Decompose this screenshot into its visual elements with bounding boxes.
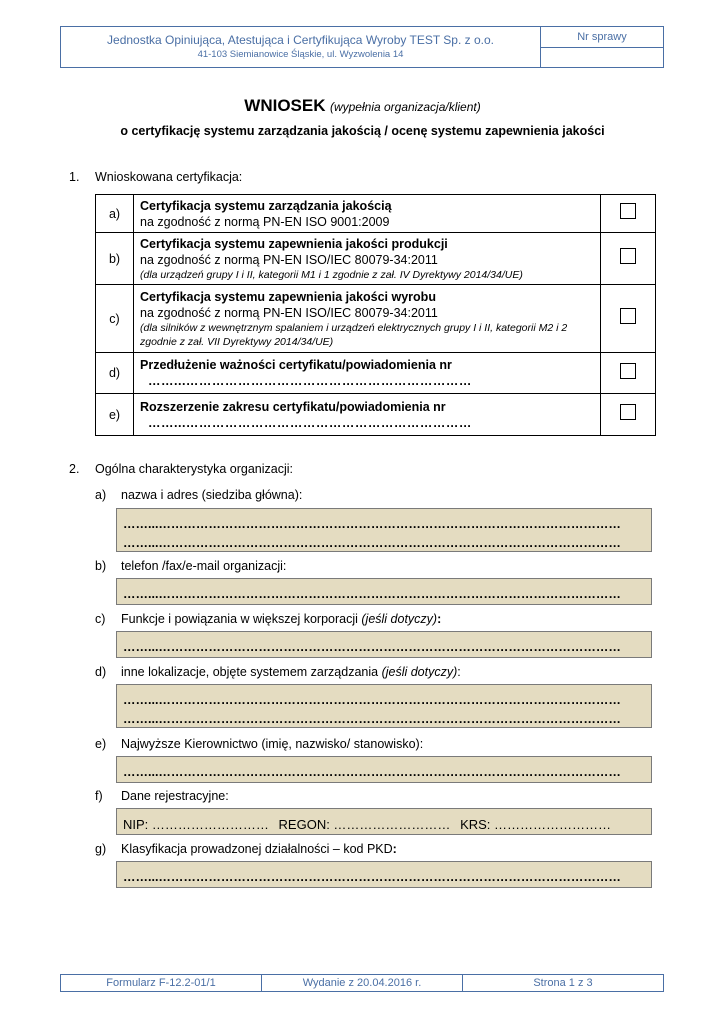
- question-label: [121, 842, 397, 856]
- checkbox-b[interactable]: [620, 248, 636, 264]
- checkbox-d[interactable]: [620, 363, 636, 379]
- organization-address: 41-103 Siemianowice Śląskie, ul. Wyzwolenia 14: [197, 49, 404, 60]
- cert-row-text: [134, 394, 601, 436]
- cert-row-checkbox-cell: [601, 285, 656, 353]
- fill-line: ……...…………………………………………………………………………………………………: [123, 517, 621, 531]
- checkbox-c[interactable]: [620, 308, 636, 324]
- question-label-end: :: [457, 665, 461, 679]
- cert-row-text: [134, 233, 601, 285]
- case-number-block: [541, 27, 663, 67]
- contact-field[interactable]: [116, 578, 652, 605]
- question-label-italic: (jeśli dotyczy): [361, 612, 438, 626]
- cert-row-text: [134, 285, 601, 353]
- cert-row-title: Certyfikacja systemu zarządzania jakością: [140, 198, 392, 213]
- cert-row-checkbox-cell: [601, 353, 656, 394]
- management-field[interactable]: [116, 756, 652, 783]
- question-label: nazwa i adres (siedziba główna):: [121, 488, 303, 502]
- cert-row-title: Certyfikacja systemu zapewnienia jakości wyrobu: [140, 289, 436, 304]
- organization-name: Jednostka Opiniująca, Atestująca i Certyfikująca Wyroby TEST Sp. z o.o.: [107, 33, 494, 47]
- regon-field[interactable]: REGON: ………………………: [278, 817, 451, 832]
- section-2-number: 2.: [69, 462, 80, 476]
- fill-line: ……...…………………………………………………………………………………………………: [123, 712, 621, 726]
- checkbox-e[interactable]: [620, 404, 636, 420]
- cert-row-letter: c): [96, 285, 134, 353]
- question-letter: g): [95, 842, 107, 856]
- fill-line: ……...…………………………………………………………………………………………………: [123, 870, 621, 884]
- cert-row-title: Rozszerzenie zakresu certyfikatu/powiadomienia nr: [140, 399, 446, 414]
- cert-row-standard: na zgodność z normą PN-EN ISO/IEC 80079-34:2011: [140, 252, 438, 267]
- cert-row-a: [96, 195, 656, 233]
- question-label: Dane rejestracyjne:: [121, 789, 229, 803]
- cert-row-note: (dla urządzeń grupy I i II, kategorii M1 i 1 zgodnie z zał. IV Dyrektywy 2014/34/UE): [140, 268, 523, 281]
- question-letter: f): [95, 789, 103, 803]
- cert-row-text: [134, 195, 601, 233]
- checkbox-a[interactable]: [620, 203, 636, 219]
- case-number-field[interactable]: [541, 48, 663, 67]
- cert-row-number-field[interactable]: ……...…………………………………………………………: [148, 415, 472, 430]
- cert-row-standard: na zgodność z normą PN-EN ISO 9001:2009: [140, 214, 390, 229]
- name-address-field[interactable]: [116, 508, 652, 552]
- cert-row-text: [134, 353, 601, 394]
- cert-row-letter: a): [96, 195, 134, 233]
- document-footer: [60, 974, 664, 992]
- certification-table: [95, 194, 656, 436]
- question-letter: e): [95, 737, 107, 751]
- document-header: [60, 26, 664, 68]
- corporation-field[interactable]: [116, 631, 652, 658]
- cert-row-c: [96, 285, 656, 353]
- cert-row-checkbox-cell: [601, 394, 656, 436]
- question-label: telefon /fax/e-mail organizacji:: [121, 559, 287, 573]
- cert-row-title: Przedłużenie ważności certyfikatu/powiadomienia nr: [140, 358, 452, 372]
- nip-field[interactable]: NIP: ………………………: [123, 817, 269, 832]
- question-letter: c): [95, 612, 106, 626]
- pkd-field[interactable]: [116, 861, 652, 888]
- cert-row-checkbox-cell: [601, 233, 656, 285]
- title-main: WNIOSEK: [244, 96, 326, 115]
- footer-form-id: Formularz F-12.2-01/1: [106, 977, 216, 989]
- question-label-main: Klasyfikacja prowadzonej działalności – kod PKD: [121, 842, 393, 856]
- cert-row-standard: na zgodność z normą PN-EN ISO/IEC 80079-34:2011: [140, 305, 438, 320]
- cert-row-letter: d): [96, 353, 134, 394]
- cert-row-note: (dla silników z wewnętrznym spalaniem i urządzeń elektrycznych grupy I i II, kategorii M2 i 2 zgodnie z zał. VII Dyrektywy 2014/34/UE): [140, 321, 568, 348]
- cert-row-letter: b): [96, 233, 134, 285]
- section-1-label: Wnioskowana certyfikacja:: [95, 170, 243, 184]
- fill-line: ……...…………………………………………………………………………………………………: [123, 640, 621, 654]
- title-note: (wypełnia organizacja/klient): [329, 100, 481, 114]
- question-label-end: :: [437, 612, 442, 626]
- section-1-number: 1.: [69, 170, 80, 184]
- section-2-label: Ogólna charakterystyka organizacji:: [95, 462, 294, 476]
- question-label-main: inne lokalizacje, objęte systemem zarządzania: [121, 665, 379, 679]
- footer-page-number: Strona 1 z 3: [462, 975, 663, 991]
- question-letter: d): [95, 665, 107, 679]
- question-label-main: Funkcje i powiązania w większej korporacji: [121, 612, 358, 626]
- cert-row-e: [96, 394, 656, 436]
- question-label: Najwyższe Kierownictwo (imię, nazwisko/ stanowisko):: [121, 737, 424, 751]
- fill-line: ……...…………………………………………………………………………………………………: [123, 536, 621, 550]
- cert-row-number-field[interactable]: ……...…………………………………………………………: [148, 374, 472, 388]
- question-label-end: :: [392, 842, 397, 856]
- case-number-label: Nr sprawy: [541, 27, 663, 48]
- form-title: [0, 96, 725, 116]
- fill-line: ……...…………………………………………………………………………………………………: [123, 587, 621, 601]
- cert-row-title: Certyfikacja systemu zapewnienia jakości produkcji: [140, 236, 448, 251]
- registration-field[interactable]: [116, 808, 652, 835]
- question-label-italic: (jeśli dotyczy): [381, 665, 458, 679]
- krs-field[interactable]: KRS: ………………………: [460, 817, 612, 832]
- locations-field[interactable]: [116, 684, 652, 728]
- question-letter: b): [95, 559, 107, 573]
- cert-row-letter: e): [96, 394, 134, 436]
- cert-row-checkbox-cell: [601, 195, 656, 233]
- fill-line: ……...…………………………………………………………………………………………………: [123, 693, 621, 707]
- footer-edition: Wydanie z 20.04.2016 r.: [261, 975, 462, 991]
- question-letter: a): [95, 488, 107, 502]
- question-label: [121, 612, 441, 626]
- form-subtitle: o certyfikację systemu zarządzania jakością / ocenę systemu zapewnienia jakości: [120, 124, 605, 138]
- question-label: [121, 665, 461, 679]
- fill-line: ……...…………………………………………………………………………………………………: [123, 765, 621, 779]
- cert-row-d: [96, 353, 656, 394]
- organization-block: [61, 27, 541, 67]
- cert-row-b: [96, 233, 656, 285]
